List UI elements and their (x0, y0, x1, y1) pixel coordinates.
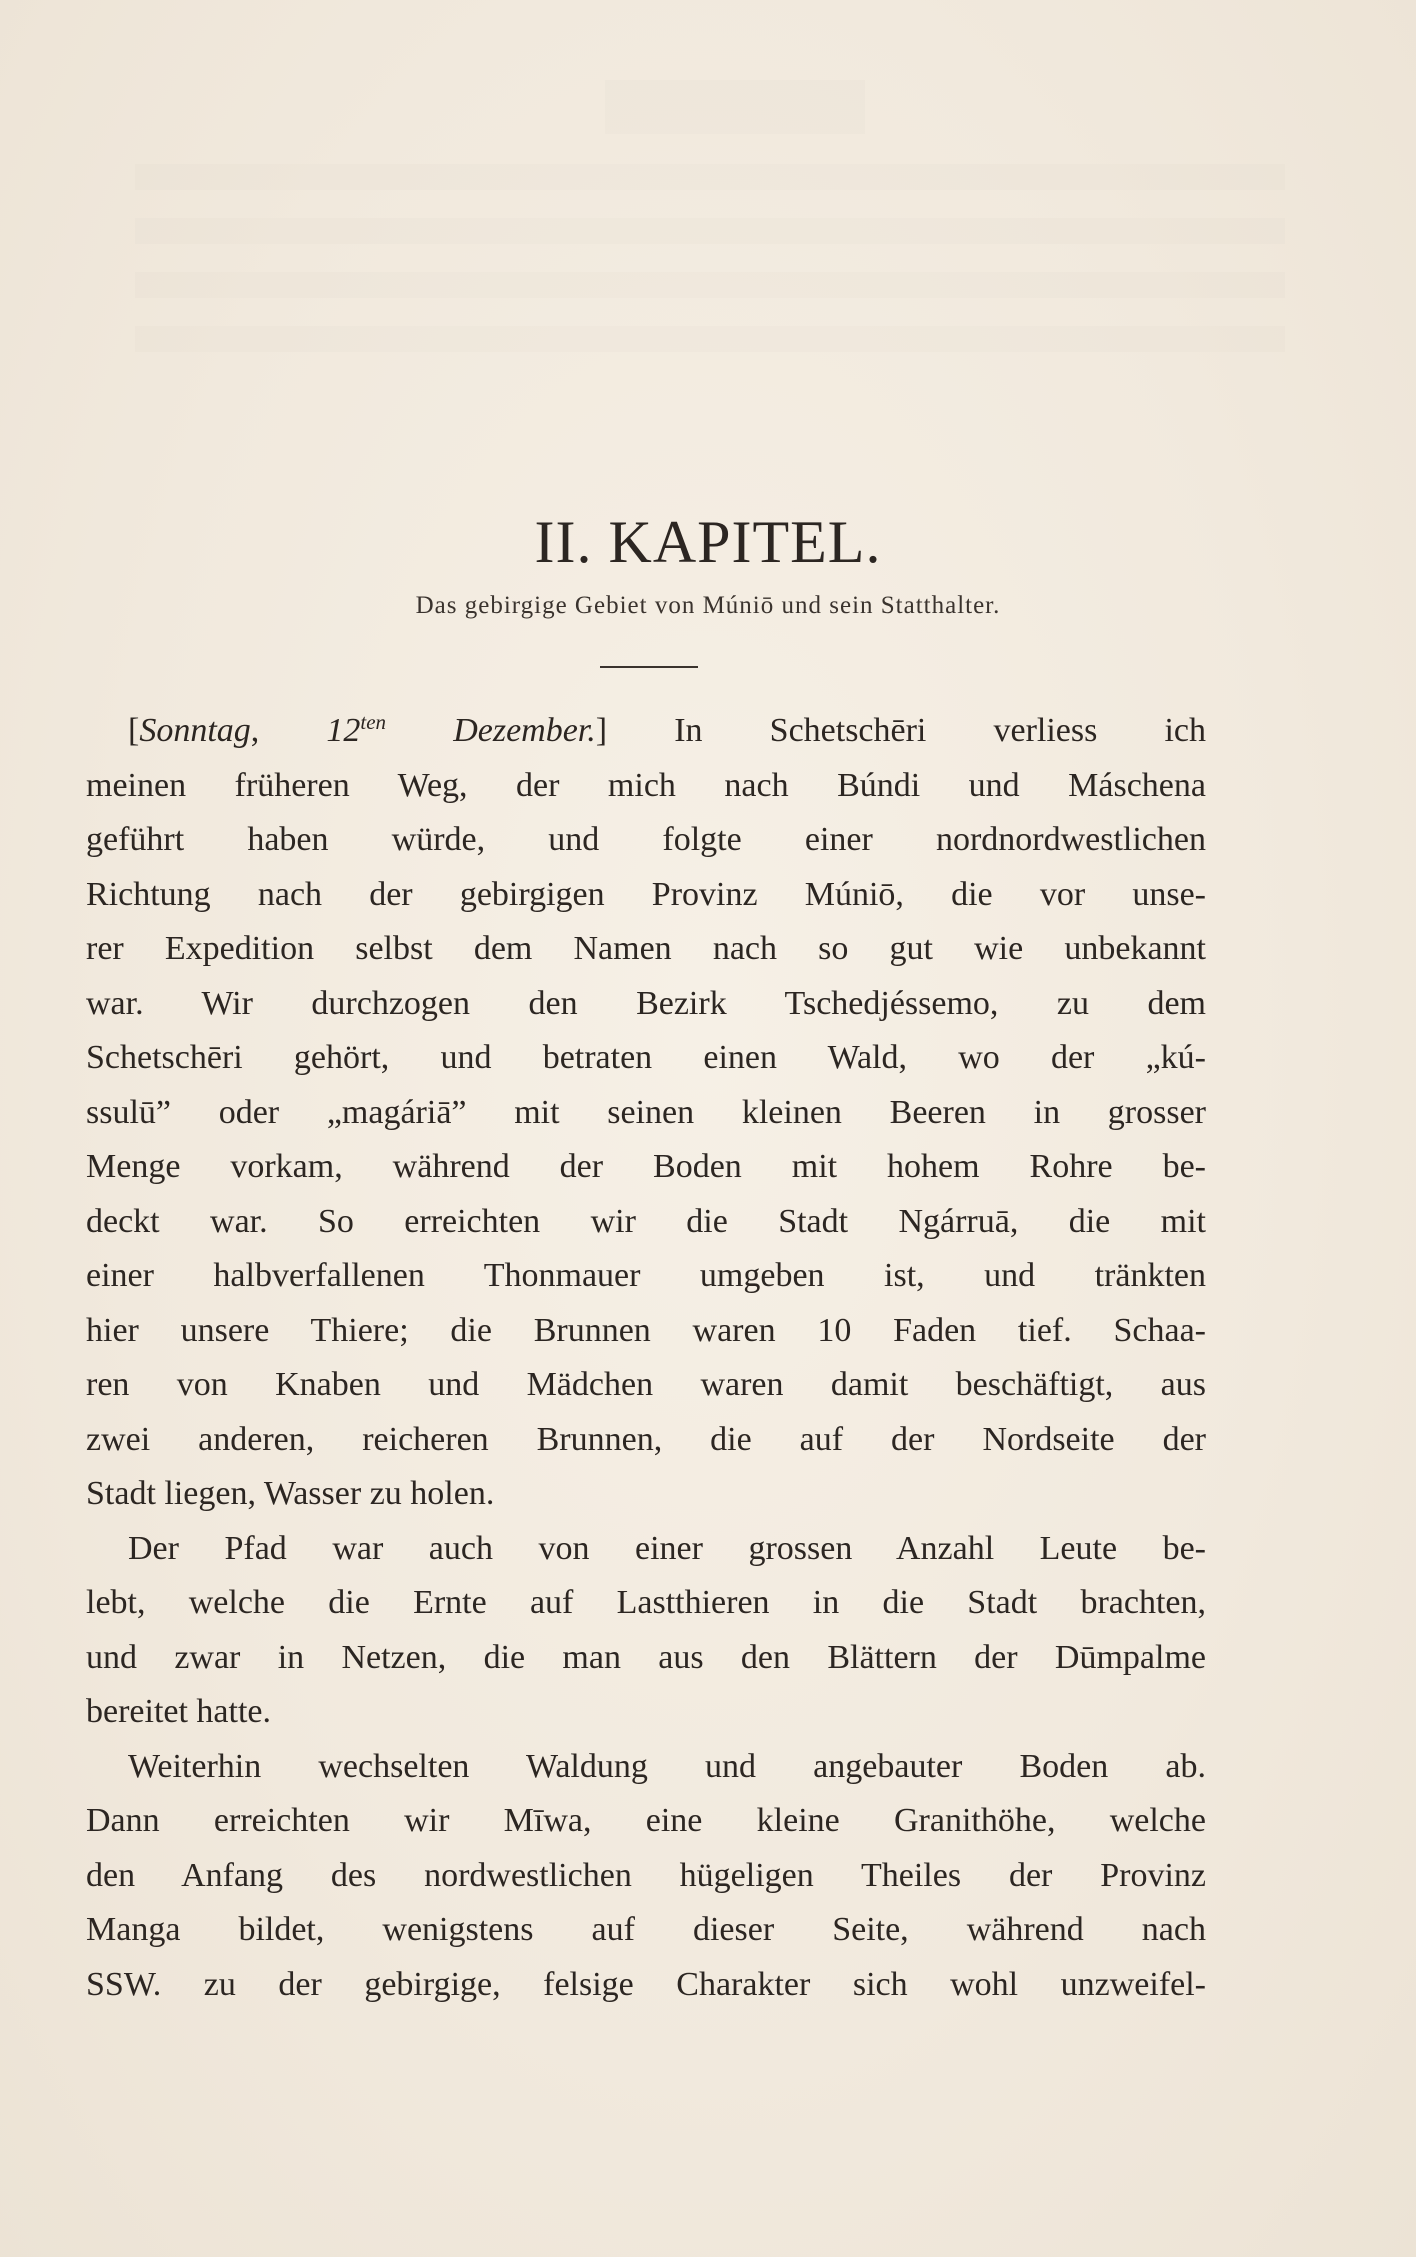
text-line: deckt war. So erreichten wir die Stadt Ngárruā, die mit (86, 1202, 1206, 1240)
text-line: lebt, welche die Ernte auf Lastthieren in die Stadt brachten, (86, 1584, 1206, 1621)
text-line: ren von Knaben und Mädchen waren damit beschäftigt, aus (86, 1366, 1206, 1403)
opening-rest: In Schetschēri verliess ich (607, 712, 1207, 749)
chapter-title: II. KAPITEL. (534, 509, 882, 575)
date-day: Sonntag (139, 712, 251, 749)
text-line: war. Wir durchzogen den Bezirk Tschedjéssemo, zu dem (86, 984, 1206, 1022)
date-number: 12 (326, 712, 361, 749)
text-line: Der Pfad war auch von einer grossen Anzahl Leute be- (128, 1529, 1206, 1567)
bleed-through-shadow (85, 80, 1285, 500)
text-line: Weiterhin wechselten Waldung und angebauter Boden ab. (128, 1747, 1206, 1785)
text-line: Manga bildet, wenigstens auf dieser Seite, während nach (86, 1911, 1206, 1948)
open-bracket: [ (128, 712, 140, 749)
text-line: Stadt liegen, Wasser zu holen. (86, 1475, 495, 1512)
text-line: und zwar in Netzen, die man aus den Blättern der Dūmpalme (86, 1638, 1206, 1676)
opening-line (86, 704, 1206, 759)
text-line: geführt haben würde, und folgte einer nordnordwestlichen (86, 821, 1206, 858)
body-text (86, 704, 1206, 2012)
text-line: Dann erreichten wir Mīwa, eine kleine Granithöhe, welche (86, 1802, 1206, 1839)
date-comma: , (250, 712, 327, 749)
text-line: Richtung nach der gebirgigen Provinz Múniō, die vor unse- (86, 875, 1206, 913)
text-line: Menge vorkam, während der Boden mit hohem Rohre be- (86, 1148, 1206, 1185)
title-divider (600, 666, 698, 668)
date-superscript: ten (360, 710, 387, 734)
text-line: Schetschēri gehört, und betraten einen Wald, wo der „kú- (86, 1039, 1206, 1076)
text-line: SSW. zu der gebirgige, felsige Charakter sich wohl unzweifel- (86, 1965, 1206, 2003)
date-month: Dezember. (453, 712, 596, 749)
text-line: zwei anderen, reicheren Brunnen, die auf der Nordseite der (86, 1420, 1206, 1458)
text-line: einer halbverfallenen Thonmauer umgeben ist, und tränkten (86, 1257, 1206, 1294)
text-line: bereitet hatte. (86, 1693, 272, 1730)
text-line: hier unsere Thiere; die Brunnen waren 10 Faden tief. Schaa- (86, 1311, 1206, 1349)
text-line: rer Expedition selbst dem Namen nach so gut wie unbekannt (86, 930, 1206, 967)
text-line: meinen früheren Weg, der mich nach Búndi und Máschena (86, 766, 1206, 804)
text-line: ssulū” oder „magáriā” mit seinen kleinen Beeren in grosser (86, 1093, 1206, 1131)
text-line: den Anfang des nordwestlichen hügeligen Theiles der Provinz (86, 1856, 1206, 1894)
chapter-subtitle: Das gebirgige Gebiet von Múniō und sein Statthalter. (415, 592, 1001, 619)
close-bracket: ] (595, 712, 608, 749)
